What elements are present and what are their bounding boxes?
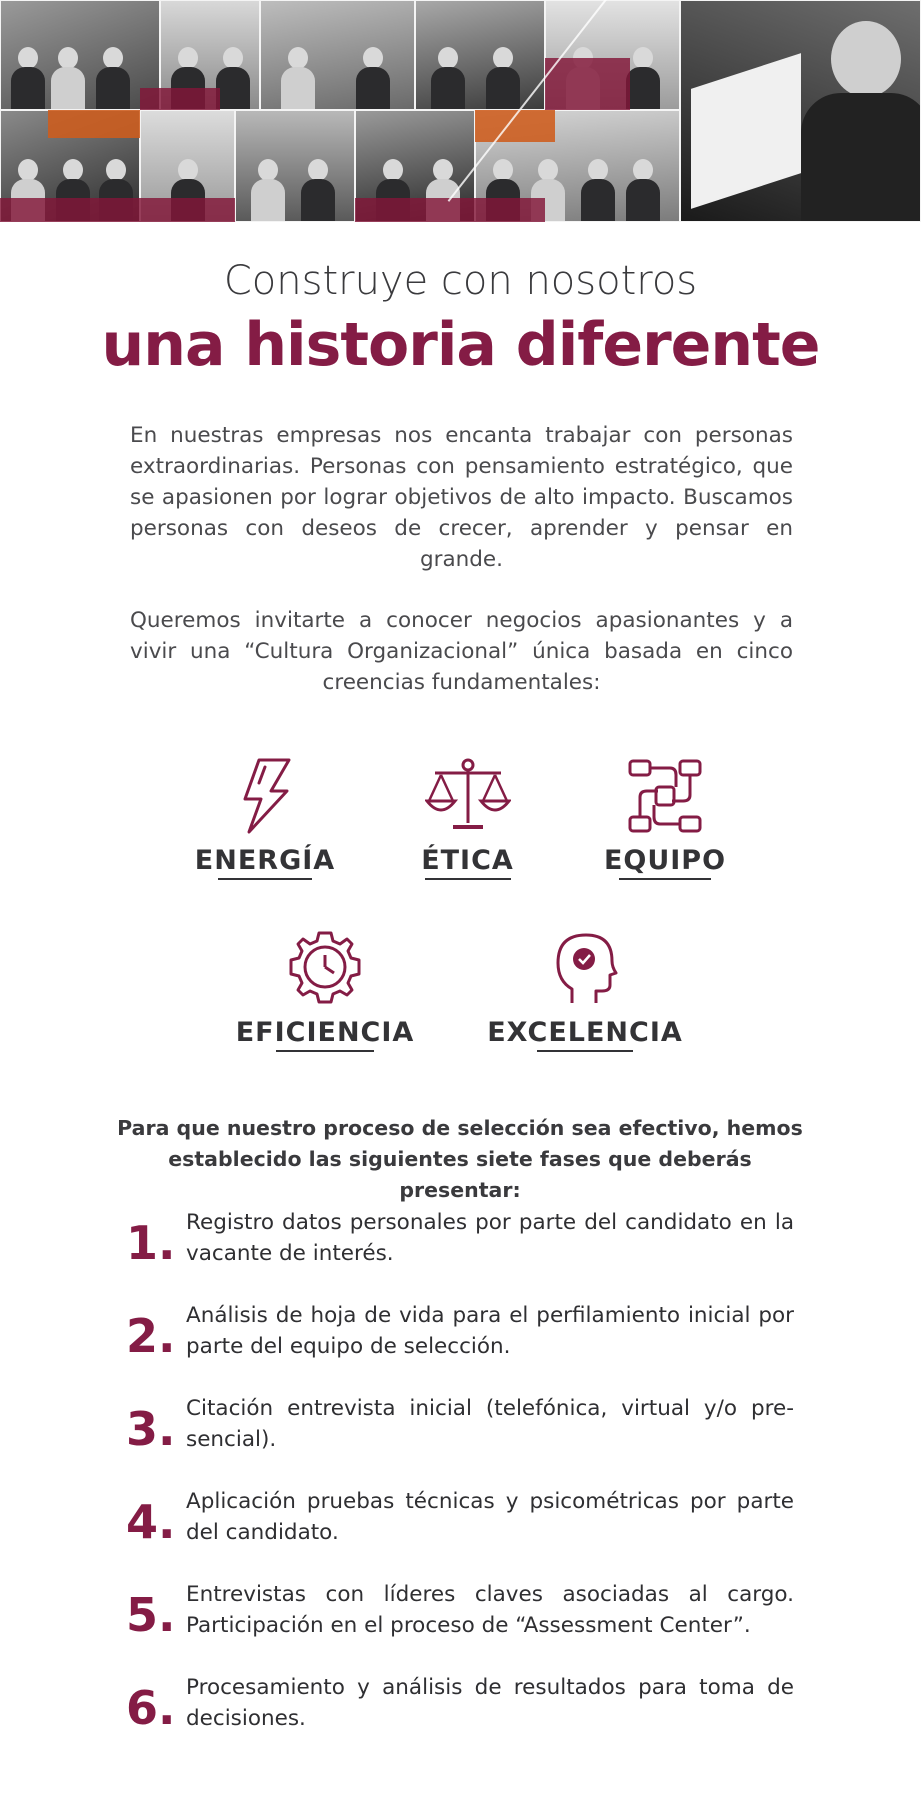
photo-tile <box>235 110 355 222</box>
gear-clock-icon <box>285 929 365 1007</box>
phase-text: Análisis de hoja de vida para el perfilamiento inicial por parte del equipo de selección. <box>186 1303 794 1359</box>
photo-tile <box>415 0 545 110</box>
phase-item <box>126 1393 796 1463</box>
value-label: EXCELENCIA <box>487 1017 683 1048</box>
value-underline <box>619 878 711 880</box>
phase-item <box>126 1207 796 1277</box>
page-title: una historia diferente <box>101 310 820 380</box>
value-label: ENERGÍA <box>194 845 336 876</box>
phase-text: Aplicación pruebas técnicas y psicométricas por parte del candidato. <box>186 1489 794 1545</box>
lightning-icon <box>235 757 295 835</box>
phase-number: 3. <box>126 1402 176 1456</box>
phase-text: Entrevistas con líderes claves asociadas al cargo. Participación en el proceso de “Assessment Center”. <box>186 1582 794 1638</box>
value-underline <box>218 878 312 880</box>
intro-paragraph: En nuestras empresas nos encanta trabajar con personas extraordinarias. Personas con pensamiento estratégico, que se apasionen por lograr objetivos de alto impacto. Buscamos personas con deseos de crecer, aprender y pensar en grande. <box>130 423 793 572</box>
phase-item <box>126 1486 796 1556</box>
value-eficiencia <box>225 929 425 1052</box>
phase-number: 5. <box>126 1588 176 1642</box>
head-check-icon <box>550 929 620 1007</box>
value-energia <box>185 757 345 880</box>
photo-tile <box>0 0 160 110</box>
value-label: EFICIENCIA <box>235 1017 415 1048</box>
phase-text: Registro datos personales por parte del candidato en la vacante de interés. <box>186 1210 794 1266</box>
phase-item <box>126 1300 796 1370</box>
phase-text: Procesamiento y análisis de resultados para toma de decisiones. <box>186 1675 794 1731</box>
intro-paragraph: Queremos invitarte a conocer negocios apasionantes y a vivir una “Cultura Organizacional” única basada en cinco creencias fundamentales: <box>130 608 793 695</box>
phase-number: 1. <box>126 1216 176 1270</box>
team-photo-collage <box>0 0 921 222</box>
phase-number: 2. <box>126 1309 176 1363</box>
hands-teamwork-icon <box>626 757 704 835</box>
photo-tile <box>680 0 921 222</box>
value-label: ÉTICA <box>421 845 514 876</box>
phase-item <box>126 1672 796 1742</box>
photo-tile <box>260 0 415 110</box>
scale-icon <box>425 757 511 835</box>
phase-number: 6. <box>126 1681 176 1735</box>
value-underline <box>537 1050 633 1052</box>
process-intro: Para que nuestro proceso de selección sea efectivo, hemos establecido las siguientes siete fases que deberás presentar: <box>117 1116 803 1202</box>
phase-text: Citación entrevista inicial (telefónica, virtual y/o pre-sencial). <box>186 1396 794 1452</box>
value-underline <box>276 1050 374 1052</box>
page-subtitle: Construye con nosotros <box>223 258 698 304</box>
phase-number: 4. <box>126 1495 176 1549</box>
value-excelencia <box>480 929 690 1052</box>
value-equipo <box>590 757 740 880</box>
value-etica <box>390 757 545 880</box>
phase-item <box>126 1579 796 1649</box>
value-label: EQUIPO <box>603 845 727 876</box>
value-underline <box>425 878 511 880</box>
